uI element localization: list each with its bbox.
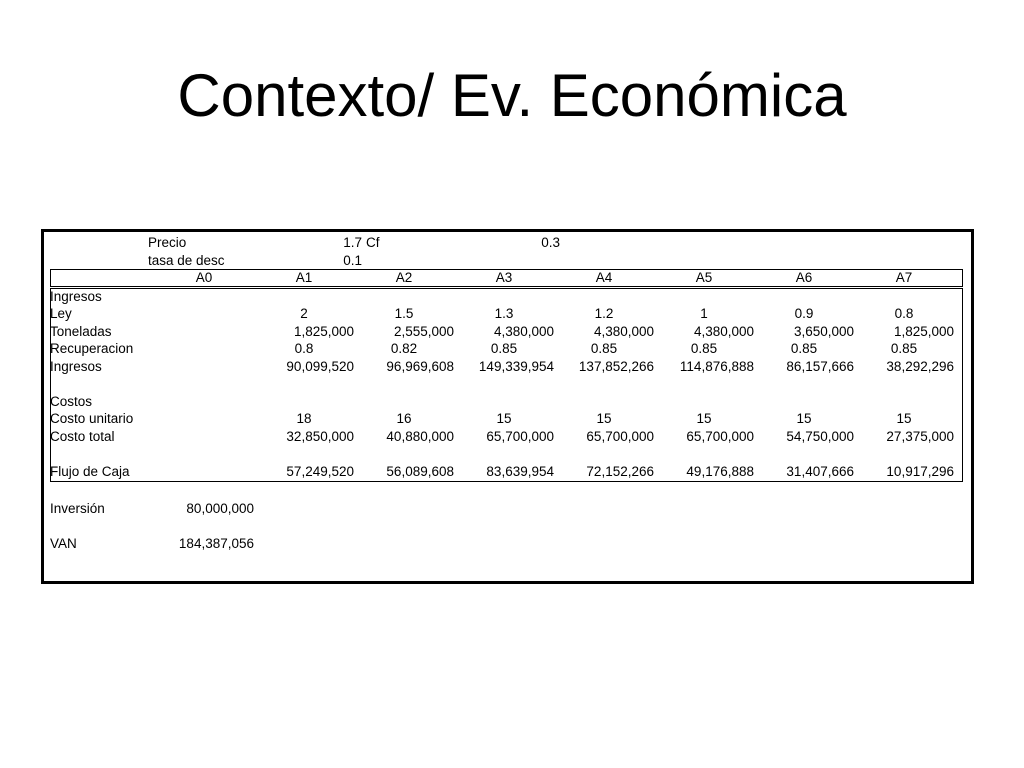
table-cell: 57,249,520 — [286, 464, 354, 479]
table-cell: 18 — [296, 411, 312, 426]
table-cell: 1.3 — [494, 306, 514, 321]
table-cell: 15 — [796, 411, 812, 426]
table-cell: 0.85 — [490, 341, 518, 356]
table-cell: 137,852,266 — [578, 359, 654, 374]
period-header-a0: A0 — [195, 270, 213, 285]
table-cell: 15 — [896, 411, 912, 426]
table-cell: 0.85 — [890, 341, 918, 356]
row-label: Ingresos — [50, 359, 102, 374]
precio-label: Precio — [148, 235, 187, 250]
table-cell: 16 — [396, 411, 412, 426]
table-cell: 32,850,000 — [286, 429, 354, 444]
van-label: VAN — [50, 536, 77, 551]
table-cell: 0.8 — [294, 341, 314, 356]
precio-value: 1.7 — [343, 235, 362, 250]
table-cell: 1 — [700, 306, 708, 321]
table-cell: 15 — [596, 411, 612, 426]
table-cell: 72,152,266 — [586, 464, 654, 479]
row-label: Ley — [50, 306, 72, 321]
table-cell: 83,639,954 — [486, 464, 554, 479]
van-value: 184,387,056 — [178, 536, 254, 551]
table-cell: 2 — [300, 306, 308, 321]
table-cell: 4,380,000 — [493, 324, 554, 339]
table-cell: 0.82 — [390, 341, 418, 356]
page-title: Contexto/ Ev. Económica — [177, 62, 847, 129]
table-cell: 0.8 — [894, 306, 914, 321]
row-label: Recuperacion — [50, 341, 134, 356]
table-cell: 1,825,000 — [293, 324, 354, 339]
period-header-a3: A3 — [495, 270, 513, 285]
period-header-a6: A6 — [795, 270, 813, 285]
table-cell: 0.85 — [790, 341, 818, 356]
table-cell: 0.9 — [794, 306, 814, 321]
table-cell: 31,407,666 — [786, 464, 854, 479]
table-cell: 65,700,000 — [686, 429, 754, 444]
table-cell: 4,380,000 — [693, 324, 754, 339]
table-cell: 96,969,608 — [386, 359, 454, 374]
table-cell: 3,650,000 — [793, 324, 854, 339]
table-cell: 54,750,000 — [786, 429, 854, 444]
period-header-a5: A5 — [695, 270, 713, 285]
table-cell: 1.2 — [594, 306, 614, 321]
table-cell: 149,339,954 — [478, 359, 554, 374]
table-cell: 40,880,000 — [386, 429, 454, 444]
table-cell: 38,292,296 — [886, 359, 954, 374]
table-cell: 10,917,296 — [886, 464, 954, 479]
row-label: Costos — [50, 394, 93, 409]
period-header-a7: A7 — [895, 270, 913, 285]
table-cell: 27,375,000 — [886, 429, 954, 444]
table-cell: 0.85 — [690, 341, 718, 356]
inversion-label: Inversión — [50, 501, 105, 516]
cf-label: Cf — [366, 235, 380, 250]
table-cell: 114,876,888 — [679, 359, 754, 374]
inversion-value: 80,000,000 — [186, 501, 254, 516]
tasa-label: tasa de desc — [148, 253, 225, 268]
cf-value: 0.3 — [541, 235, 560, 250]
table-cell: 1,825,000 — [893, 324, 954, 339]
row-label: Flujo de Caja — [50, 464, 130, 479]
table-cell: 2,555,000 — [393, 324, 454, 339]
table-cell: 15 — [696, 411, 712, 426]
table-cell: 49,176,888 — [686, 464, 754, 479]
table-cell: 90,099,520 — [286, 359, 354, 374]
spreadsheet-table — [41, 229, 974, 584]
row-label: Toneladas — [50, 324, 112, 339]
period-header-a2: A2 — [395, 270, 413, 285]
period-header-a1: A1 — [295, 270, 313, 285]
row-label: Costo unitario — [50, 411, 134, 426]
table-cell: 4,380,000 — [593, 324, 654, 339]
table-cell: 65,700,000 — [486, 429, 554, 444]
period-header-a4: A4 — [595, 270, 613, 285]
table-cell: 1.5 — [394, 306, 414, 321]
table-cell: 56,089,608 — [386, 464, 454, 479]
table-cell: 65,700,000 — [586, 429, 654, 444]
table-cell: 0.85 — [590, 341, 618, 356]
row-label: Ingresos — [50, 289, 102, 304]
table-cell: 86,157,666 — [786, 359, 854, 374]
row-label: Costo total — [50, 429, 115, 444]
tasa-value: 0.1 — [343, 253, 362, 268]
table-cell: 15 — [496, 411, 512, 426]
